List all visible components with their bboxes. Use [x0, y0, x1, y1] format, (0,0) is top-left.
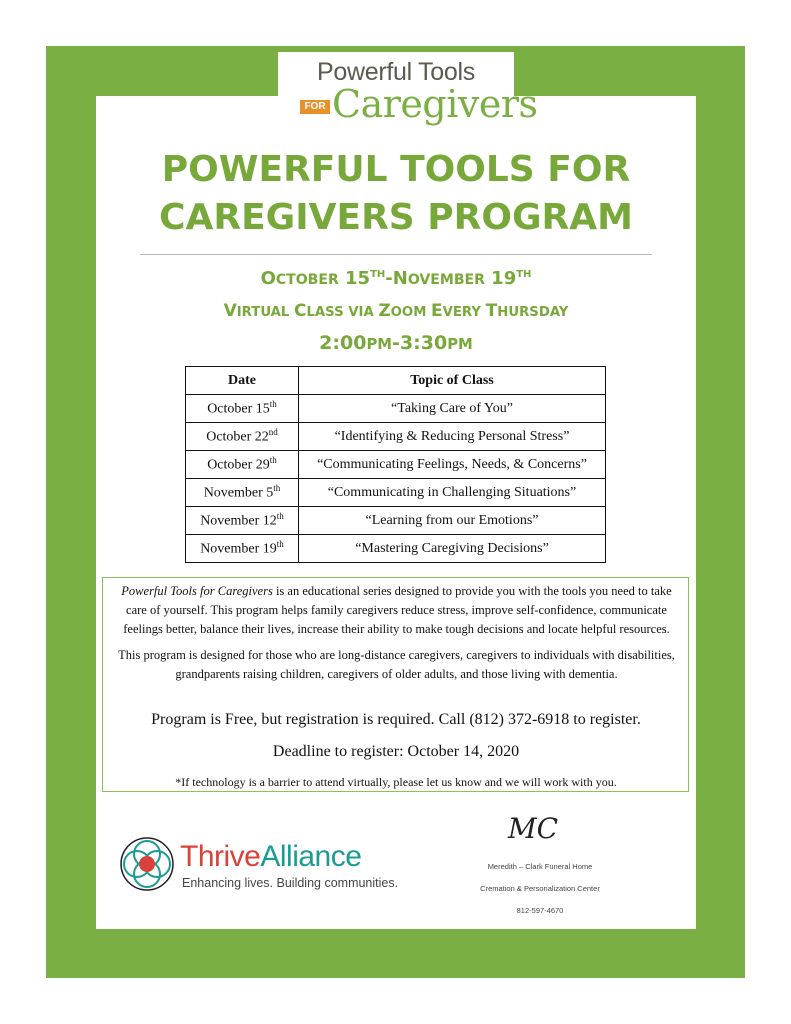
- row-date: October 22nd: [186, 423, 299, 451]
- table-row: [186, 507, 606, 535]
- table-header-row: [186, 367, 606, 395]
- technology-note: *If technology is a barrier to attend virtually, please let us know and we will work with you.: [175, 775, 617, 789]
- thrive-alliance-tagline: Enhancing lives. Building communities.: [182, 876, 399, 890]
- registration-info: Program is Free, but registration is required. Call (812) 372-6918 to register.: [151, 711, 641, 728]
- funeral-home-monogram: MC: [508, 812, 559, 845]
- row-date: November 19th: [186, 535, 299, 563]
- audience-description: This program is designed for those who are long-distance caregivers, caregivers to individuals with disabilities, grandparents raising children, caregivers of older adults, and those living with dementia.: [118, 648, 675, 681]
- row-topic: “Communicating Feelings, Needs, & Concerns”: [299, 451, 606, 479]
- header-topic: Topic of Class: [299, 367, 606, 395]
- row-topic: “Taking Care of You”: [299, 395, 606, 423]
- row-topic: “Mastering Caregiving Decisions”: [299, 535, 606, 563]
- title-divider: [140, 254, 652, 255]
- header-date: Date: [186, 367, 299, 395]
- class-schedule-table: [185, 366, 606, 563]
- thrive-alliance-name: ThriveAlliance: [180, 840, 362, 873]
- powerful-tools-logo: [278, 52, 538, 132]
- time-subheading: 2:00PM-3:30PM: [319, 332, 473, 354]
- row-date: October 29th: [186, 451, 299, 479]
- row-date: October 15th: [186, 395, 299, 423]
- table-row: [186, 535, 606, 563]
- page-title: [96, 146, 696, 242]
- logo-for-tag: FOR: [300, 100, 330, 114]
- table-row: [186, 423, 606, 451]
- row-date: November 12th: [186, 507, 299, 535]
- logo-caregivers-text: Caregivers: [332, 82, 538, 126]
- row-date: November 5th: [186, 479, 299, 507]
- funeral-home-subtitle: Cremation & Personalization Center: [480, 884, 600, 893]
- title-line-2: CAREGIVERS PROGRAM: [159, 197, 633, 238]
- funeral-home-phone: 812-597-4670: [516, 906, 564, 915]
- logo-top-text: Powerful Tools: [317, 58, 475, 86]
- thrive-alliance-logo-icon: [120, 837, 174, 891]
- program-description: Powerful Tools for Caregivers is an educational series designed to provide you with the tools you need to take care of yourself. This program helps family caregivers reduce stress, improve self-confidence, communicate feelings better, balance their lives, increase their ability to make tough decisions and locate helpful resources.: [121, 584, 672, 636]
- table-row: [186, 451, 606, 479]
- table-row: [186, 479, 606, 507]
- row-topic: “Learning from our Emotions”: [299, 507, 606, 535]
- table-row: [186, 395, 606, 423]
- registration-deadline: Deadline to register: October 14, 2020: [272, 743, 520, 760]
- row-topic: “Communicating in Challenging Situations”: [299, 479, 606, 507]
- date-range-subheading: OCTOBER 15TH-NOVEMBER 19TH: [260, 268, 532, 289]
- virtual-class-subheading: VIRTUAL CLASS VIA ZOOM EVERY THURSDAY: [223, 301, 569, 321]
- row-topic: “Identifying & Reducing Personal Stress”: [299, 423, 606, 451]
- title-line-1: POWERFUL TOOLS FOR: [161, 149, 631, 190]
- funeral-home-name: Meredith – Clark Funeral Home: [487, 862, 593, 871]
